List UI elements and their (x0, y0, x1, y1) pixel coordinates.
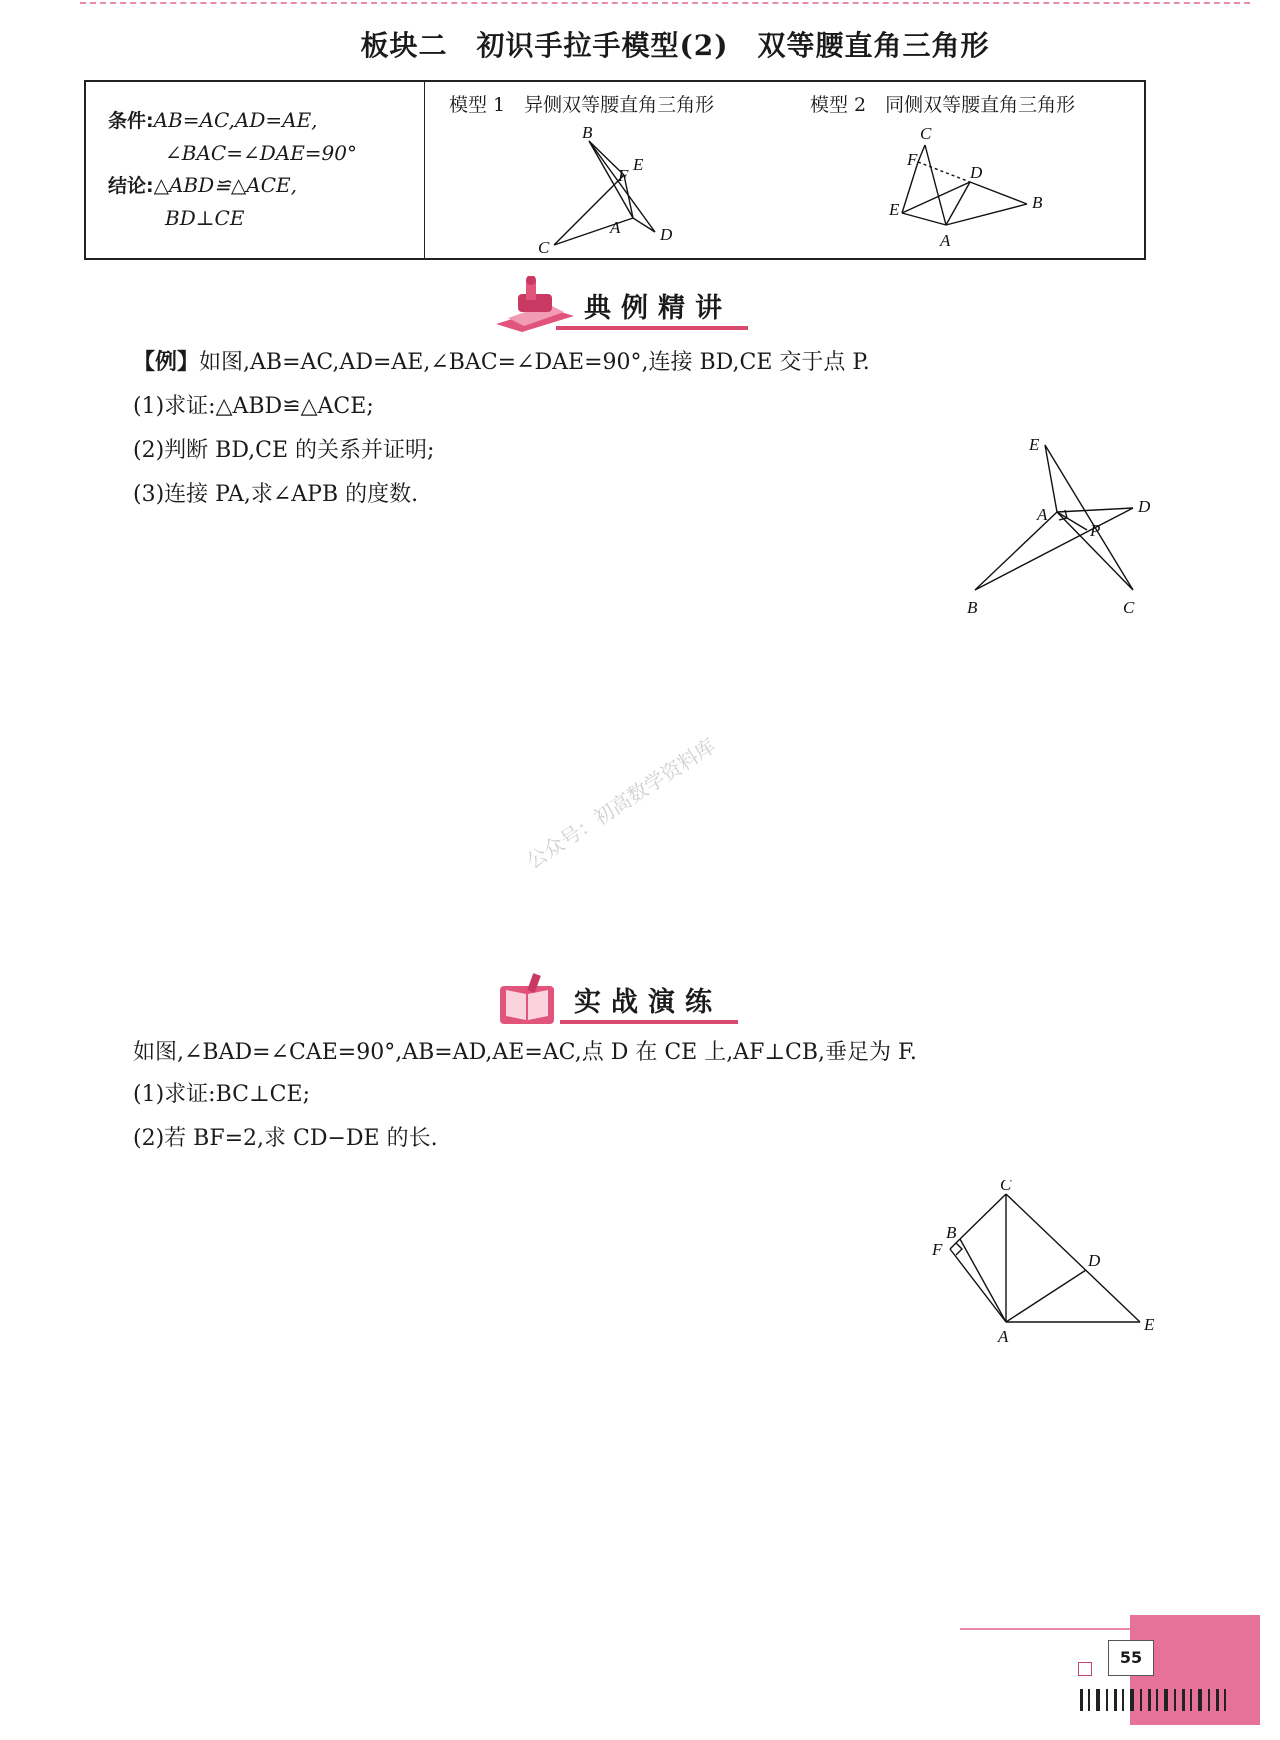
conclusion-line1: △ABD≌△ACE, (153, 173, 298, 197)
example-section-heading: 典例精讲 (584, 293, 732, 324)
m2-point-0: C (920, 125, 932, 143)
ex-point-1: A (1037, 505, 1048, 524)
m2-point-4: B (1032, 193, 1043, 212)
watermark: 公众号：初高数学资料库 (522, 733, 720, 874)
ex-edge-bd (975, 508, 1133, 590)
ex-point-5: C (1123, 598, 1135, 617)
m1-edge-db (589, 141, 655, 232)
example-figure (955, 430, 1175, 630)
page-number: 55 (1108, 1640, 1154, 1676)
page-title: 板块二 初识手拉手模型(2) 双等腰直角三角形 (360, 29, 990, 62)
m2-edge-db (970, 182, 1027, 204)
model1-figure (530, 125, 690, 260)
ex-point-3: P (1090, 521, 1101, 540)
condition-line2: ∠BAC=∠DAE=90° (165, 141, 358, 165)
condition-label: 条件: (108, 110, 154, 132)
model2-label: 模型 2 同侧双等腰直角三角形 (810, 94, 1076, 116)
m1-edge-ac (554, 218, 633, 245)
m2-edge-ca (925, 145, 946, 225)
ex-edge-ed (1045, 445, 1133, 508)
m2-edge-fe (902, 162, 918, 213)
example-stem (133, 348, 870, 378)
model2-figure (880, 125, 1060, 255)
practice-q2: (2)若 BF=2,求 CD−DE 的长. (133, 1126, 438, 1151)
m2-point-3: E (889, 200, 900, 219)
footer-square-icon (1078, 1662, 1092, 1676)
example-q1: (1)求证:△ABD≌△ACE; (133, 394, 374, 419)
ex-point-2: D (1138, 497, 1151, 516)
practice-section-heading: 实战演练 (574, 987, 722, 1018)
practice-figure (920, 1180, 1160, 1360)
m2-edge-cf (918, 145, 925, 162)
pr-right-angle-mark (956, 1243, 962, 1255)
practice-q1: (1)求证:BC⊥CE; (133, 1082, 310, 1107)
m2-edge-fd-dashed (918, 162, 970, 182)
example-heading-underline (556, 326, 748, 330)
conclusion-line2: BD⊥CE (165, 206, 245, 230)
m1-point-1: E (633, 155, 644, 174)
example-q3: (3)连接 PA,求∠APB 的度数. (133, 482, 419, 507)
m2-edge-ad (946, 182, 970, 225)
condition-block (108, 104, 357, 234)
pr-edge-ad (1006, 1270, 1086, 1322)
example-q2: (2)判断 BD,CE 的关系并证明; (133, 438, 435, 463)
pr-edge-ce (1006, 1194, 1140, 1322)
pr-point-3: D (1088, 1251, 1101, 1270)
summary-box-divider (424, 80, 425, 260)
ex-point-0: E (1029, 435, 1040, 454)
pr-point-1: B (946, 1223, 957, 1242)
pr-edge-fa (950, 1249, 1006, 1322)
top-dashed-rule (80, 2, 1250, 4)
m1-point-2: F (618, 166, 629, 185)
m1-edge-ad (633, 218, 655, 232)
m1-point-3: C (538, 238, 550, 257)
practice-section-icon (496, 972, 558, 1026)
model1-label: 模型 1 异侧双等腰直角三角形 (449, 94, 715, 116)
example-prefix: 【例】 (133, 350, 200, 375)
example-section-icon (488, 276, 578, 332)
m1-point-5: D (660, 225, 673, 244)
conclusion-label: 结论: (108, 175, 154, 197)
example-stem-text: 如图,AB=AC,AD=AE,∠BAC=∠DAE=90°,连接 BD,CE 交于点 P. (199, 350, 870, 375)
practice-heading-underline (560, 1020, 738, 1024)
pr-edge-cb (960, 1194, 1006, 1239)
ex-point-4: B (967, 598, 978, 617)
ex-edge-ad (1057, 508, 1133, 512)
m1-point-0: B (582, 125, 593, 142)
pr-point-5: E (1144, 1315, 1155, 1334)
condition-line1: AB=AC,AD=AE, (153, 108, 318, 132)
m2-point-5: A (940, 231, 951, 250)
m2-edge-ab (946, 204, 1027, 225)
m1-point-4: A (610, 218, 621, 237)
pr-edge-ba (960, 1239, 1006, 1322)
footer-barcode-icon (980, 1685, 1260, 1715)
m2-point-2: D (970, 163, 983, 182)
m2-edge-ea (902, 213, 946, 225)
practice-stem: 如图,∠BAD=∠CAE=90°,AB=AD,AE=AC,点 D 在 CE 上,AF⊥CB,垂足为 F. (133, 1040, 917, 1065)
ex-edge-ec (1045, 445, 1133, 590)
pr-point-0: C (1000, 1180, 1012, 1194)
m2-point-1: F (907, 150, 918, 169)
pr-point-2: F (932, 1240, 943, 1259)
pr-point-4: A (998, 1327, 1009, 1346)
